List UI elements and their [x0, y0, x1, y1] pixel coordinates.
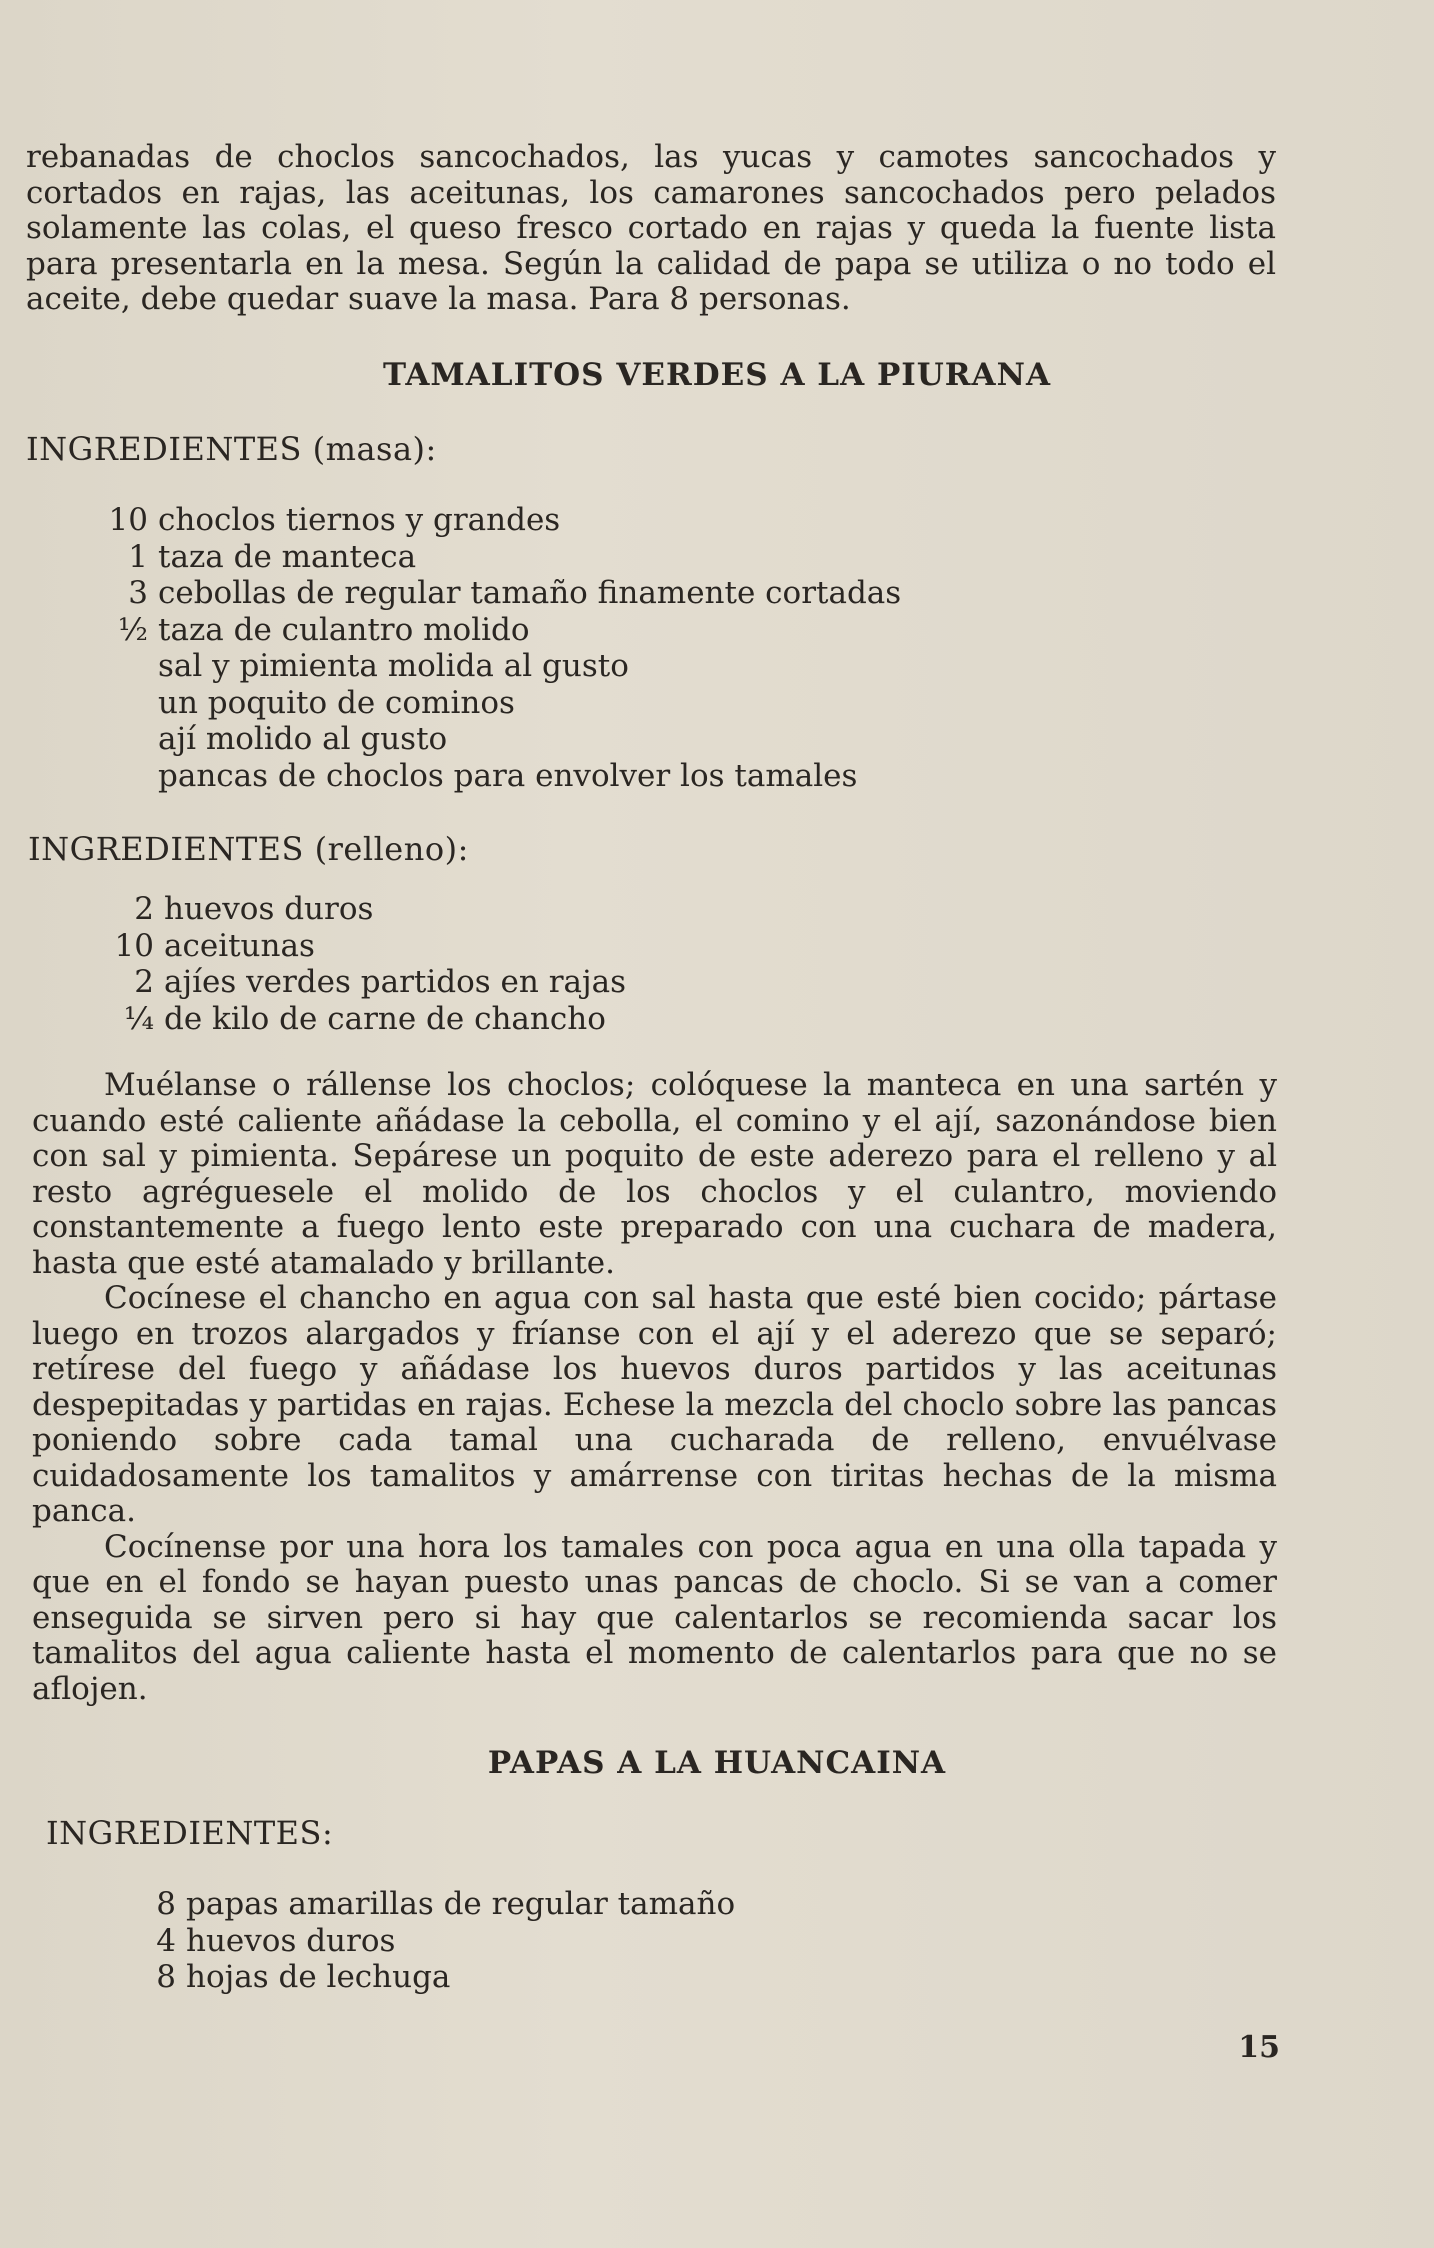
masa-ingredient-row — [90, 758, 901, 795]
ingredient-text: un poquito de cominos — [158, 684, 515, 721]
relleno-ingredient-row — [96, 928, 626, 965]
relleno-ingredient-row — [96, 1001, 626, 1038]
ingredient-text: taza de culantro molido — [158, 611, 530, 648]
recipe2-title: PAPAS A LA HUANCAINA — [487, 1745, 947, 1781]
relleno-ingredients-list — [96, 891, 626, 1037]
ingredient-quantity — [90, 721, 158, 758]
masa-ingredients-heading: INGREDIENTES (masa): — [26, 430, 437, 468]
masa-ingredient-row — [90, 721, 901, 758]
masa-ingredient-row — [90, 539, 901, 576]
ingredient-text: huevos duros — [186, 1922, 396, 1959]
page-number: 15 — [1238, 2030, 1280, 2065]
recipe1-title: TAMALITOS VERDES A LA PIURANA — [382, 357, 1051, 393]
ingredient-text: papas amarillas de regular tamaño — [186, 1886, 736, 1922]
masa-ingredients-list — [90, 502, 901, 794]
masa-ingredient-row — [90, 575, 901, 612]
masa-ingredient-row — [90, 648, 901, 685]
ingredient-quantity — [90, 758, 158, 795]
ingredient-quantity — [90, 648, 158, 685]
instruction-paragraph: Muélanse o rállense los choclos; colóquese la manteca en una sartén y cuando esté caliente añádase la cebolla, el comino y el ají, sazonándose bien con sal y pimienta. Sepárese un poquito de este aderezo para el relleno y al resto agréguesele el molido de los choclos y el culantro, moviendo constantemente a fuego lento este preparado con una cuchara de madera, hasta que esté atamalado y brillante. — [32, 1067, 1277, 1281]
masa-ingredient-row — [90, 612, 901, 649]
ingredient-quantity: ¼ — [123, 1000, 154, 1037]
ingredient-text: taza de manteca — [158, 538, 417, 575]
ingredient-quantity: 8 — [156, 1959, 176, 1995]
masa-ingredient-row — [90, 502, 901, 539]
ingredient-quantity: ½ — [117, 611, 148, 648]
ingredient-text: sal y pimienta molida al gusto — [158, 648, 629, 684]
ingredient-quantity — [90, 685, 158, 722]
recipe2-ingredients-list — [140, 1886, 735, 1996]
masa-ingredient-row — [90, 685, 901, 722]
ingredient-quantity: 2 — [134, 891, 154, 927]
intro-paragraph-block — [26, 140, 1276, 318]
ingredient-quantity: 3 — [128, 575, 148, 611]
ingredient-quantity: 1 — [128, 538, 148, 575]
ingredient-quantity: 10 — [108, 502, 148, 538]
recipe2-ingredients-heading: INGREDIENTES: — [46, 1814, 334, 1852]
recipe1-instructions — [32, 1068, 1277, 1707]
ingredient-text: ajíes verdes partidos en rajas — [164, 964, 627, 1000]
ingredient-text: cebollas de regular tamaño finamente cortadas — [158, 575, 902, 611]
relleno-ingredient-row — [96, 964, 626, 1001]
recipe2-ingredient-row — [140, 1886, 735, 1923]
ingredient-text: choclos tiernos y grandes — [158, 502, 561, 538]
ingredient-quantity: 4 — [156, 1922, 176, 1959]
ingredient-quantity: 8 — [156, 1886, 176, 1922]
ingredient-text: ají molido al gusto — [158, 721, 448, 757]
ingredient-text: hojas de lechuga — [186, 1959, 451, 1995]
relleno-ingredients-heading: INGREDIENTES (relleno): — [28, 830, 469, 868]
instruction-paragraph: Cocínense por una hora los tamales con poca agua en una olla tapada y que en el fondo se hayan puesto unas pancas de choclo. Si se van a comer enseguida se sirven pero si hay que calentarlos se recomienda sacar los tamalitos del agua caliente hasta el momento de calentarlos para que no se aflojen. — [32, 1528, 1277, 1707]
recipe2-ingredient-row — [140, 1923, 735, 1960]
ingredient-quantity: 2 — [134, 964, 154, 1000]
recipe2-ingredient-row — [140, 1959, 735, 1996]
ingredient-text: de kilo de carne de chancho — [164, 1000, 606, 1037]
intro-paragraph: rebanadas de choclos sancochados, las yucas y camotes sancochados y cortados en rajas, las aceitunas, los camarones sancochados pero pelados solamente las colas, el queso fresco cortado en rajas y queda la fuente lista para presentarla en la mesa. Según la calidad de papa se utiliza o no todo el aceite, debe quedar suave la masa. Para 8 personas. — [26, 139, 1276, 317]
instruction-paragraph: Cocínese el chancho en agua con sal hasta que esté bien cocido; pártase luego en trozos alargados y fríanse con el ají y el aderezo que se separó; retírese del fuego y añádase los huevos duros partidos y las aceitunas despepitadas y partidas en rajas. Echese la mezcla del choclo sobre las pancas poniendo sobre cada tamal una cucharada de relleno, envuélvase cuidadosamente los tamalitos y amárrense con tiritas hechas de la misma panca. — [32, 1280, 1277, 1529]
ingredient-text: pancas de choclos para envolver los tamales — [158, 757, 858, 794]
relleno-ingredient-row — [96, 891, 626, 928]
ingredient-text: huevos duros — [164, 891, 374, 927]
ingredient-quantity: 10 — [114, 927, 154, 964]
ingredient-text: aceitunas — [164, 927, 315, 964]
